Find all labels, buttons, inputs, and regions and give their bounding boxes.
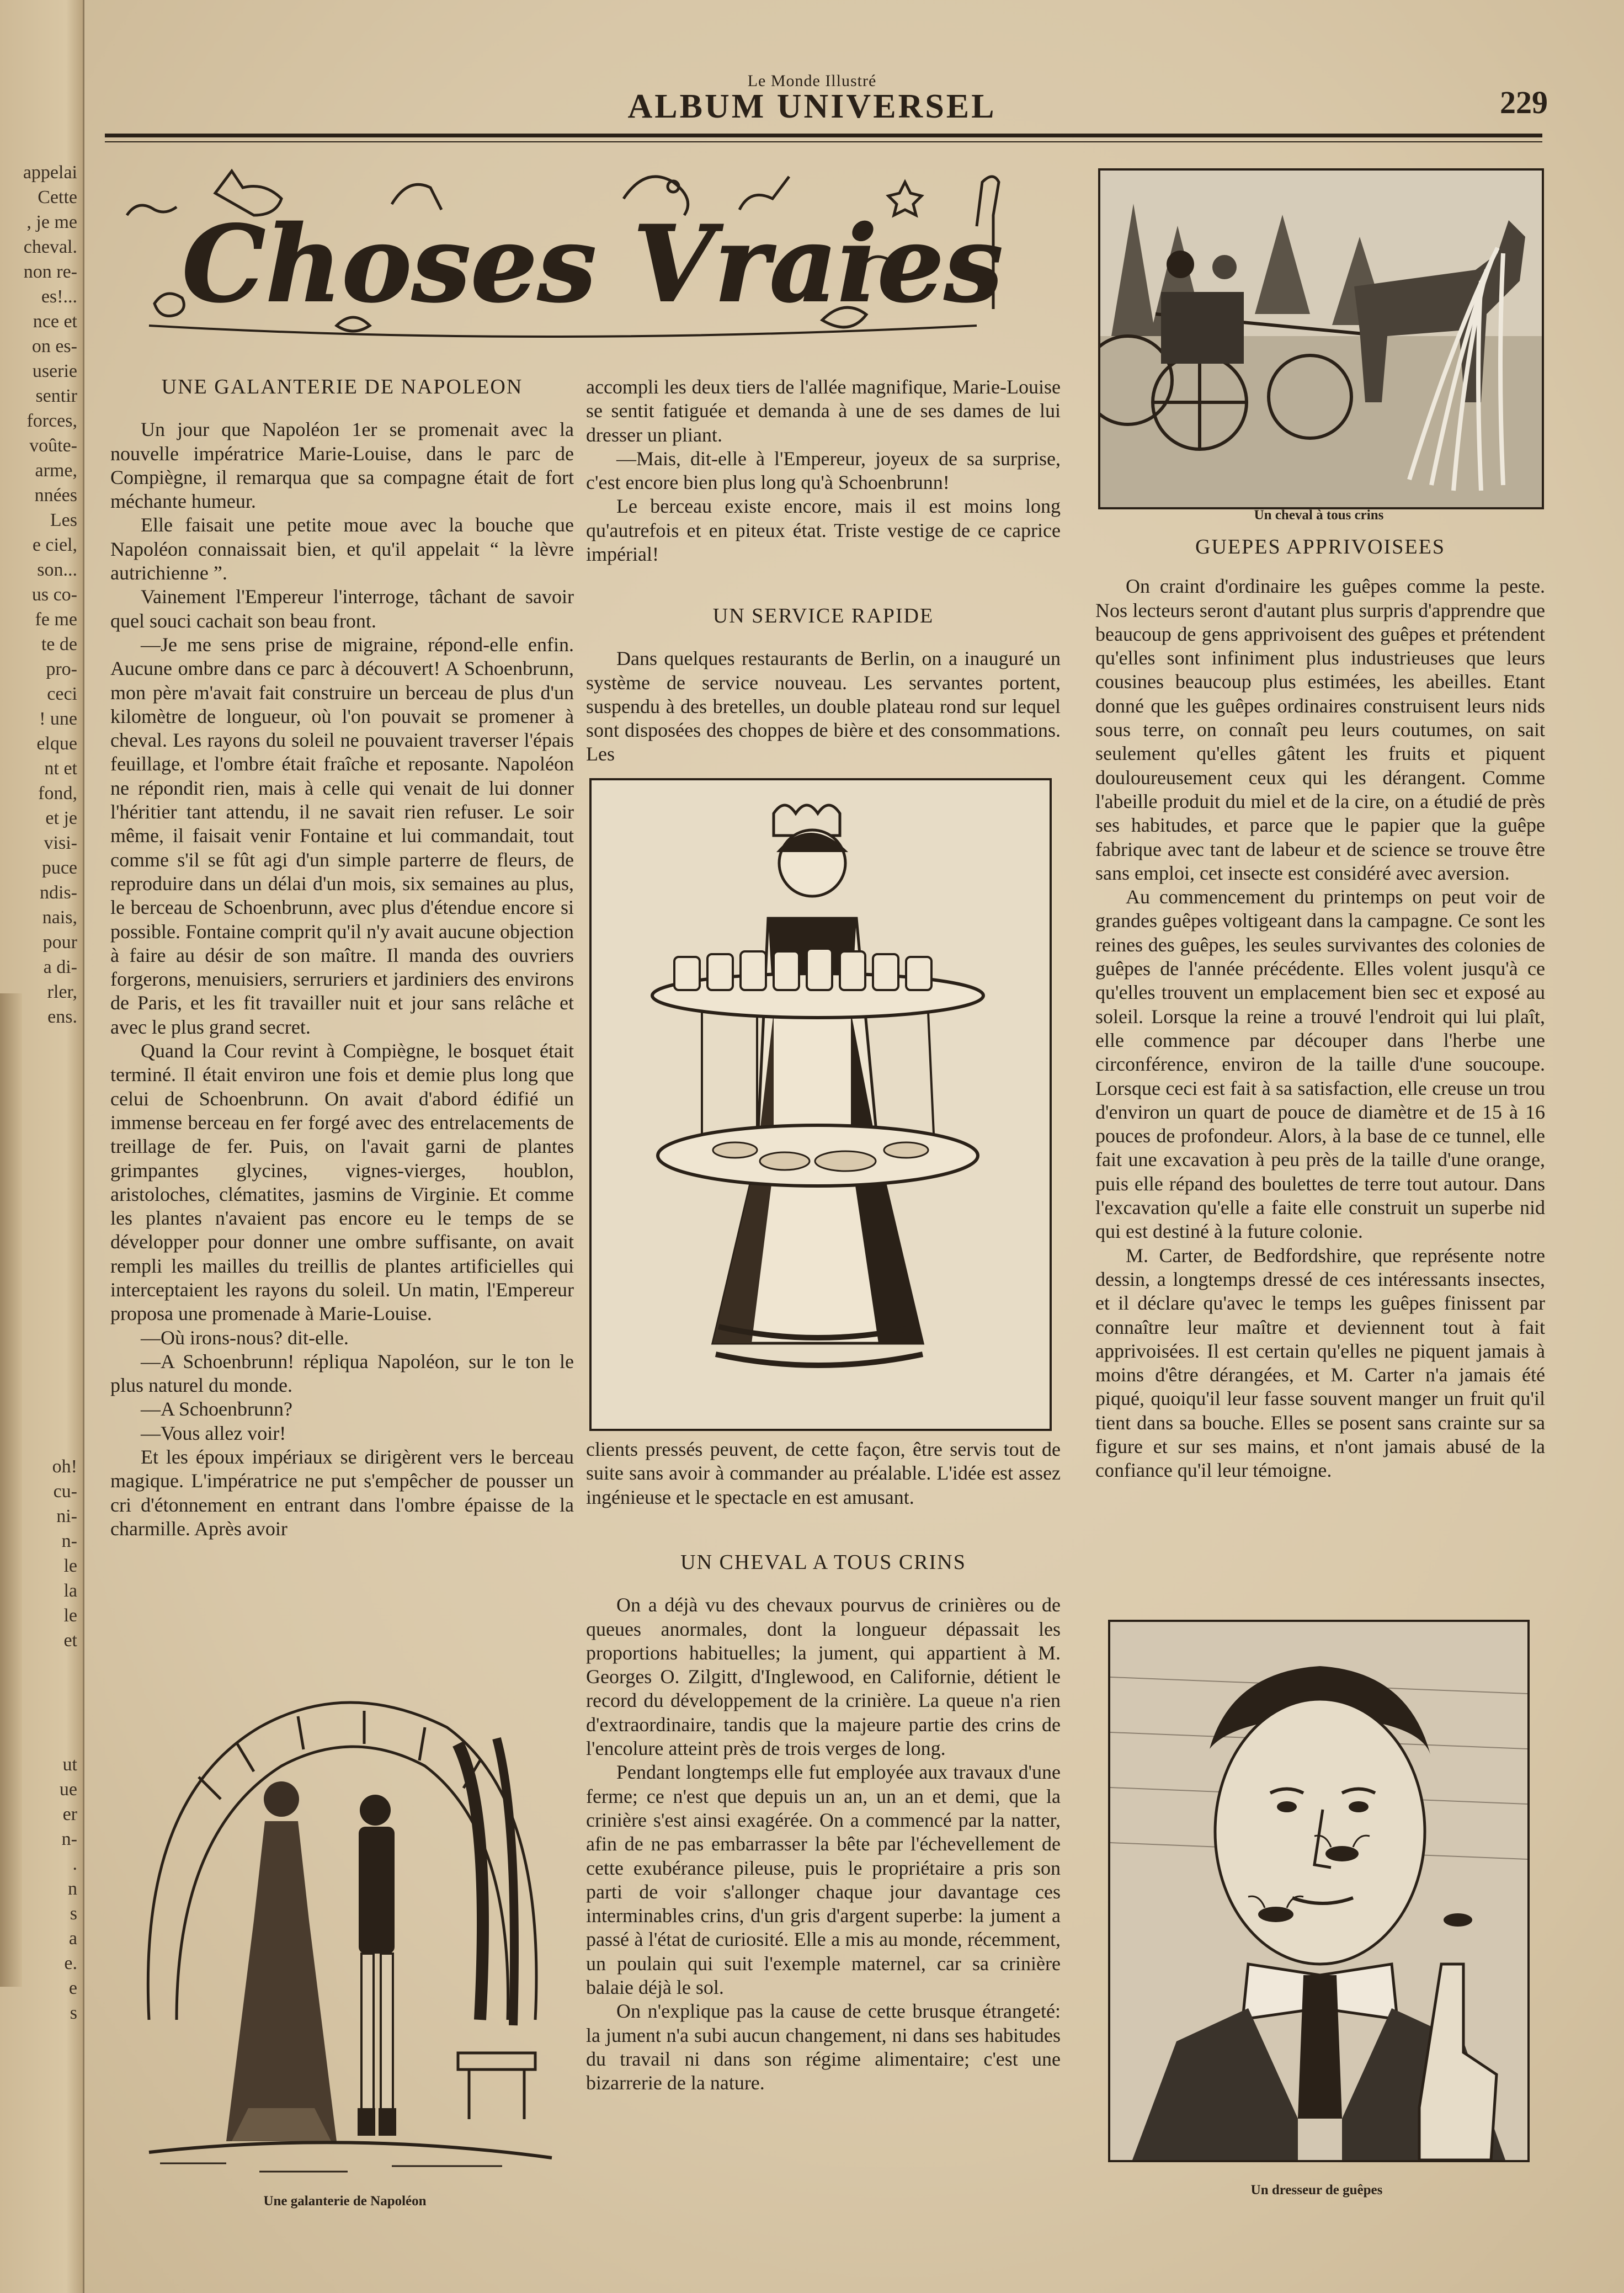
paragraph: Vainement l'Empereur l'interroge, tâchant de savoir quel souci cachait son beau front. bbox=[110, 586, 574, 632]
paragraph: On n'explique pas la cause de cette brusque étrangeté: la jument n'a subi aucun changement, ni dans ses habitudes du travail ni dans son régime alimentaire; c'est une bizarrerie de la nature. bbox=[586, 2000, 1061, 2094]
article-service-continued bbox=[586, 1438, 1061, 1509]
article-heading: GUEPES APPRIVOISEES bbox=[1195, 535, 1445, 558]
page-number: 229 bbox=[1500, 84, 1548, 120]
masthead-ornament bbox=[105, 160, 1054, 359]
waitress-illustration bbox=[589, 778, 1052, 1431]
napoleon-illustration bbox=[116, 1634, 574, 2185]
paragraph: M. Carter, de Bedfordshire, que représente notre dessin, a longtemps dressé de ces intéressants insectes, et il déclare qu'avec le temps les guêpes finissent par connaître leur maître et deviennent tout à fait apprivoisées. Il est certain qu'elles ne piquent jamais à moins d'être dérangées, et M. Carter n'a jamais été piqué, quoiqu'il leur fasse souvent manger un fruit qu'il tient dans sa bouche. Elles se posent sans crainte sur sa figure et sur ses mains, et n'ont jamais abusé de la confiance qu'il leur témoigne. bbox=[1095, 1244, 1545, 1482]
napoleon-figure-caption: Une galanterie de Napoléon bbox=[263, 2194, 427, 2209]
article-heading: UNE GALANTERIE DE NAPOLEON bbox=[161, 375, 523, 398]
previous-page-edge bbox=[0, 0, 84, 2293]
paragraph: accompli les deux tiers de l'allée magnifique, Marie-Louise se sentit fatiguée et demanda à une de ses dames de lui dresser un pliant. bbox=[586, 376, 1061, 446]
paragraph: —A Schoenbrunn? bbox=[141, 1398, 292, 1421]
header-rule-thin bbox=[105, 141, 1542, 142]
prev-page-fragment: ut ue er n- . n s a e. e s bbox=[59, 1754, 77, 2023]
paragraph: On a déjà vu des chevaux pourvus de crinières ou de queues anormales, dont la longueur dépassait les proportions habituelles; la jument, qui appartient à M. Georges O. Zilgitt, d'Inglewood, en Californie, détient le record du développement de la crinière. La queue n'a rien d'extraordinaire, tandis que la majeure partie des crins de l'encolure atteint près de trois verges de long. bbox=[586, 1594, 1061, 1760]
paragraph: Au commencement du printemps on peut voir de grandes guêpes voltigeant dans la campagne. Ce sont les reines des guêpes, les seules survivantes des colonies de guêpes de l'année précédente. Elles volent jusqu'à ce qu'elles trouvent un emplacement bien sec et exposé au soleil. Lorsque la reine a trouvé l'endroit qui lui plaît, elle commence par découper dans l'herbe une circonférence, environ de la taille d'une soucoupe. Lorsque ceci est fait à sa satisfaction, elle creuse un trou d'environ un quart de pouce de diamètre et de 15 à 16 pouces de profondeur. Alors, à la base de ce tunnel, elle fait une excavation à peu près de la taille d'une orange, puis elle répand des boulettes de terre tout autour. Dans l'excavation qu'elle a faite elle construit un superbe nid qui est destiné à la future colonie. bbox=[1095, 886, 1545, 1243]
publication-title: ALBUM UNIVERSEL bbox=[627, 88, 997, 125]
paragraph: clients pressés peuvent, de cette façon, être servis tout de suite sans avoir à commander au préalable. L'idée est assez ingénieuse et le spectacle en est amusant. bbox=[586, 1438, 1061, 1508]
paragraph: Un jour que Napoléon 1er se promenait avec la nouvelle impératrice Marie-Louise, dans le parc de Compiègne, il remarqua que sa compagne était de fort méchante humeur. bbox=[110, 418, 574, 513]
paragraph: Et les époux impériaux se dirigèrent vers le berceau magique. L'impératrice ne put s'empêcher de pousser un cri d'étonnement en entrant dans l'ombre épaisse de la charmille. Après avoir bbox=[110, 1446, 574, 1540]
article-heading: UN CHEVAL A TOUS CRINS bbox=[680, 1551, 966, 1574]
header-rule bbox=[105, 134, 1542, 137]
article-cheval bbox=[586, 1551, 1061, 2095]
horse-photo bbox=[1098, 168, 1544, 509]
page-gutter-shadow bbox=[0, 993, 22, 1987]
prev-page-fragment: oh! cu- ni- n- le la le et bbox=[52, 1456, 77, 1651]
wasp-trainer-caption: Un dresseur de guêpes bbox=[1250, 2183, 1383, 2198]
publication-subtitle: Le Monde Illustré bbox=[747, 72, 877, 90]
horse-photo-caption: Un cheval à tous crins bbox=[1254, 508, 1384, 523]
article-service bbox=[586, 604, 1061, 767]
paragraph: On craint d'ordinaire les guêpes comme la peste. Nos lecteurs seront d'autant plus surpris d'apprendre que beaucoup de gens apprivoisent des guêpes et prétendent qu'elles sont infiniment plus industrieuses que leurs cousines beaucoup plus estimées, les abeilles. Etant donné que les guêpes ordinaires construisent leurs nids sous terre, on connaît peu leurs coutumes, on sait seulement qu'elles gâtent les fruits et piquent douloureusement ceux qui les dérangent. Comme l'abeille produit du miel et de la cire, on a étudié de près ses habitudes, et parce que le papier que la guêpe fabrique avec tant de labeur et de science se trouve être sans emploi, cet insecte est considéré avec aversion. bbox=[1095, 575, 1545, 884]
paragraph: Le berceau existe encore, mais il est moins long qu'autrefois et en piteux état. Triste vestige de ce caprice impérial! bbox=[586, 495, 1061, 566]
masthead-choses-vraies bbox=[105, 160, 1054, 359]
paragraph: —Où irons-nous? dit-elle. bbox=[141, 1326, 349, 1349]
article-heading: UN SERVICE RAPIDE bbox=[712, 604, 934, 627]
paragraph: —A Schoenbrunn! répliqua Napoléon, sur le ton le plus naturel du monde. bbox=[110, 1350, 574, 1397]
paragraph: Dans quelques restaurants de Berlin, on a inauguré un système de service nouveau. Les servantes portent, suspendu à des bretelles, un double plateau rond sur lequel sont disposées des choppes de bière et des consommations. Les bbox=[586, 647, 1061, 765]
prev-page-fragment: appelai Cette , je me cheval. non re- es!... nce et on es- userie sentir forces, voûte- arme, nnées Les e ciel, son... us co- fe me te de pro- ceci ! une elque nt et fond, et je visi- puce ndis- nais, pour a di- rler, ens. bbox=[23, 162, 77, 1027]
article-guepes bbox=[1095, 535, 1545, 1483]
paragraph: Pendant longtemps elle fut employée aux travaux d'une ferme; ce n'est que depuis un an, un an et demi, que la crinière s'est ainsi exagérée. On a commencé par la natter, afin de ne pas embarrasser la bête par l'échevellement de cette exubérance pileuse, puis le propriétaire a pris son parti de voir s'allonger chaque jour davantage ces interminables crins, d'un gris d'argent superbe: la jument a passé à l'état de curiosité. Elle a mis au monde, récemment, un poulain qui suit l'exemple maternel, car sa crinière balaie déjà le sol. bbox=[586, 1761, 1061, 1999]
wasp-trainer-portrait bbox=[1108, 1620, 1530, 2162]
paragraph: Elle faisait une petite moue avec la bouche que Napoléon connaissait bien, et qu'il appelait “ la lèvre autrichienne ”. bbox=[110, 514, 574, 584]
paragraph: —Mais, dit-elle à l'Empereur, joyeux de sa surprise, c'est encore bien plus long qu'à Schoenbrunn! bbox=[586, 447, 1061, 494]
article-napoleon-continued bbox=[586, 375, 1061, 566]
paragraph: —Je me sens prise de migraine, répond-elle enfin. Aucune ombre dans ce parc à découvert! A Schoenbrunn, mon père m'avait fait construire un berceau de plus d'un kilomètre de longueur, où l'on pouvait se promener à cheval. Les rayons du soleil ne pouvaient traverser l'épais feuillage, et l'ombre était fraîche et reposante. Napoléon ne répondit rien, mais à celle qui venait de lui donner l'héritier tant attendu, il ne savait rien refuser. Le soir même, il faisait venir Fontaine et lui commandait, tout comme s'il se fût agi d'un simple parterre de fleurs, de reproduire dans un délai d'un mois, six semaines au plus, le berceau de Schoenbrunn, avec plus d'étendue encore si possible. Fontaine comprit qu'il n'y avait aucune objection à faire au désir de son maître. Il manda des ouvriers forgerons, menuisiers, serruriers et jardiniers des environs de Paris, et les fit travailler nuit et jour sans relâche et avec le plus grand secret. bbox=[110, 633, 574, 1038]
article-napoleon bbox=[110, 375, 574, 1541]
paragraph: —Vous allez voir! bbox=[141, 1422, 286, 1444]
masthead-title: Choses Vraies bbox=[182, 203, 1003, 326]
paragraph: Quand la Cour revint à Compiègne, le bosquet était terminé. Il était environ une fois et demie plus long que celui de Schoenbrunn. On avait d'abord édifié un immense berceau en fer forgé avec des entrelacements de treillage de fer. Puis, on l'avait garni de plantes grimpantes glycines, vignes-vierges, houblon, aristoloches, clématites, jasmins de Virginie. Et comme les plantes n'avaient pas encore eu le temps de se développer pour donner une ombre suffisante, on avait rempli les mailles du treillis de plantes artificielles qui interceptaient les rayons du soleil. Un matin, l'Empereur proposa une promenade à Marie-Louise. bbox=[110, 1040, 574, 1325]
